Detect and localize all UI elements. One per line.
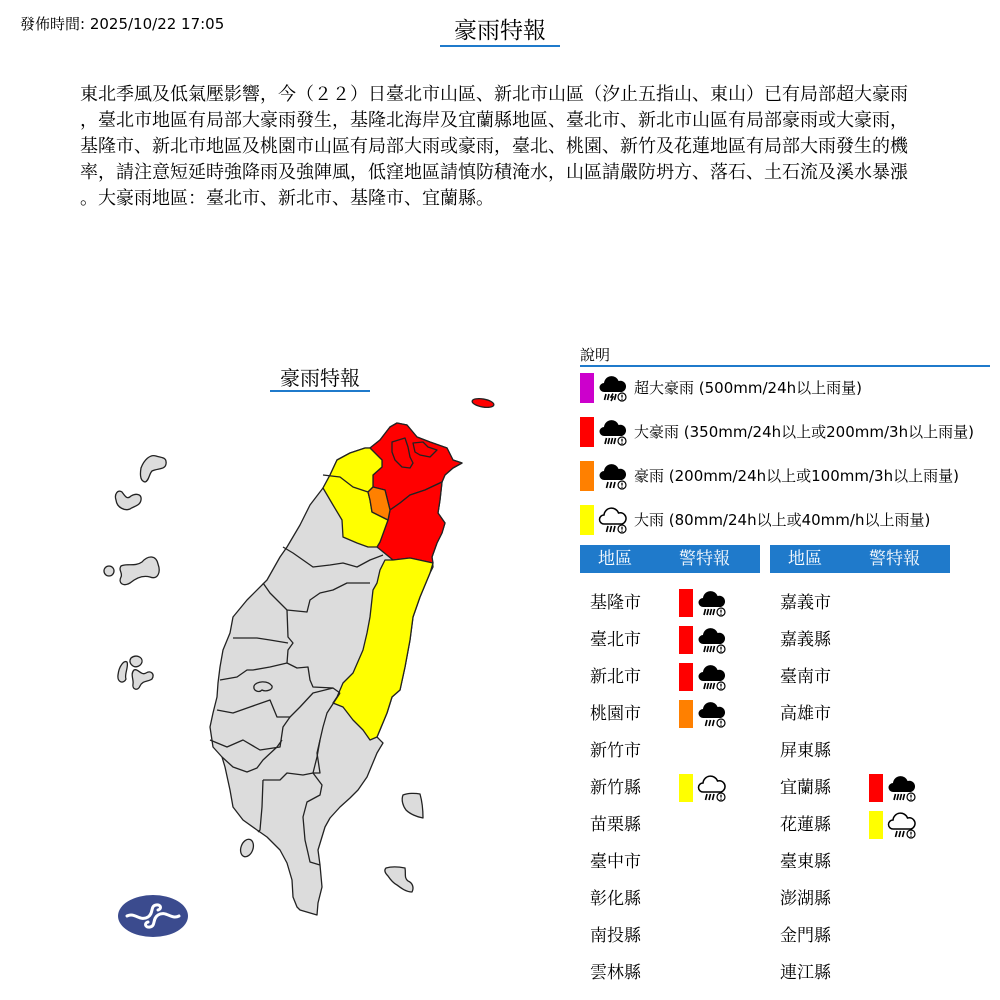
region-name: 新竹縣 [590, 778, 641, 798]
heavy-rain-icon [887, 810, 917, 840]
agency-logo [118, 895, 188, 937]
warning-level-swatch [679, 700, 693, 728]
table-row [770, 955, 950, 992]
legend-item-torrential [580, 454, 1000, 498]
legend-label: 豪雨 (200mm/24h以上或100mm/3h以上雨量) [634, 467, 959, 485]
legend-item-super-torrential [580, 366, 1000, 410]
torrential-rain-icon [598, 461, 628, 491]
table-row [770, 659, 950, 696]
table-row [580, 955, 760, 992]
table-row [770, 844, 950, 881]
region-name: 雲林縣 [590, 963, 641, 983]
extremely-heavy-rain-icon [697, 588, 727, 618]
heavy-rain-icon [697, 773, 727, 803]
extremely-heavy-rain-icon [697, 662, 727, 692]
table-row [770, 770, 950, 807]
region-name: 臺南市 [780, 667, 831, 687]
torrential-rain-icon [697, 699, 727, 729]
table-row [770, 696, 950, 733]
region-name: 基隆市 [590, 593, 641, 613]
legend [580, 366, 1000, 542]
region-name: 澎湖縣 [780, 889, 831, 909]
map-penghu-islands [104, 456, 166, 690]
legend-color-swatch [580, 461, 594, 491]
description-line: 基隆市、新北市地區及桃園市山區有局部大雨或豪雨，臺北、桃園、新竹及花蓮地區有局部大雨發生的機 [80, 136, 908, 157]
region-name: 屏東縣 [780, 741, 831, 761]
table-row [580, 659, 760, 696]
region-name: 桃園市 [590, 704, 641, 724]
region-name: 金門縣 [780, 926, 831, 946]
warning-description [80, 82, 908, 212]
region-list-right [770, 585, 950, 992]
table-row [580, 733, 760, 770]
description-line: 東北季風及低氣壓影響，今（２２）日臺北市山區、新北市山區（汐止五指山、東山）已有局部超大豪雨 [80, 84, 908, 105]
region-name: 臺東縣 [780, 852, 831, 872]
table-row [770, 585, 950, 622]
table-header-left [580, 545, 760, 573]
region-name: 宜蘭縣 [780, 778, 831, 798]
warning-level-swatch [679, 626, 693, 654]
table-row [580, 807, 760, 844]
column-header-warning: 警特報 [869, 549, 920, 569]
region-name: 新北市 [590, 667, 641, 687]
description-line: 率，請注意短延時強降雨及強陣風，低窪地區請慎防積淹水，山區請嚴防坍方、落石、土石流及溪水暴漲 [80, 162, 908, 183]
map-region-chiayi-city [254, 682, 272, 692]
table-row [580, 696, 760, 733]
taiwan-warning-map [90, 390, 500, 950]
region-name: 彰化縣 [590, 889, 641, 909]
page-title: 豪雨特報 [454, 18, 546, 44]
table-row [580, 585, 760, 622]
warning-level-swatch [679, 774, 693, 802]
table-row [580, 918, 760, 955]
legend-item-heavy [580, 498, 1000, 542]
region-name: 嘉義市 [780, 593, 831, 613]
super-torrential-rain-icon [598, 373, 628, 403]
issued-time: 發佈時間: 2025/10/22 17:05 [20, 15, 225, 33]
table-row [770, 733, 950, 770]
table-row [580, 844, 760, 881]
table-row [580, 622, 760, 659]
map-islet-green-island [402, 793, 423, 818]
extremely-heavy-rain-icon [697, 625, 727, 655]
map-islet-north [471, 397, 494, 409]
warning-level-swatch [869, 774, 883, 802]
title-underline [440, 45, 560, 47]
heavy-rain-icon [598, 505, 628, 535]
region-name: 苗栗縣 [590, 815, 641, 835]
table-header-right [770, 545, 950, 573]
column-header-warning: 警特報 [679, 549, 730, 569]
table-row [770, 622, 950, 659]
legend-title: 說明 [580, 346, 611, 364]
map-islet-xiaoliuqiu [238, 837, 255, 858]
column-header-region: 地區 [598, 549, 632, 569]
extremely-heavy-rain-icon [887, 773, 917, 803]
warning-level-swatch [679, 663, 693, 691]
map-title: 豪雨特報 [280, 366, 360, 390]
warning-level-swatch [869, 811, 883, 839]
description-line: ，臺北市地區有局部大豪雨發生，基隆北海岸及宜蘭縣地區、臺北市、新北市山區有局部豪雨或大豪雨， [80, 110, 908, 131]
legend-item-extremely-heavy [580, 410, 1000, 454]
description-line: 。大豪雨地區：臺北市、新北市、基隆市、宜蘭縣。 [80, 188, 494, 209]
table-row [770, 881, 950, 918]
legend-label: 大雨 (80mm/24h以上或40mm/h以上雨量) [634, 511, 931, 529]
extremely-heavy-rain-icon [598, 417, 628, 447]
legend-label: 超大豪雨 (500mm/24h以上雨量) [634, 379, 862, 397]
region-name: 臺北市 [590, 630, 641, 650]
region-name: 花蓮縣 [780, 815, 831, 835]
table-row [580, 770, 760, 807]
column-header-region: 地區 [788, 549, 822, 569]
legend-color-swatch [580, 505, 594, 535]
region-name: 臺中市 [590, 852, 641, 872]
map-islet-orchid-island [385, 867, 413, 892]
region-name: 新竹市 [590, 741, 641, 761]
region-name: 南投縣 [590, 926, 641, 946]
region-list-left [580, 585, 760, 992]
table-row [580, 881, 760, 918]
legend-label: 大豪雨 (350mm/24h以上或200mm/3h以上雨量) [634, 423, 974, 441]
legend-color-swatch [580, 373, 594, 403]
region-name: 連江縣 [780, 963, 831, 983]
region-name: 高雄市 [780, 704, 831, 724]
region-name: 嘉義縣 [780, 630, 831, 650]
legend-color-swatch [580, 417, 594, 447]
table-row [770, 918, 950, 955]
warning-level-swatch [679, 589, 693, 617]
table-row [770, 807, 950, 844]
